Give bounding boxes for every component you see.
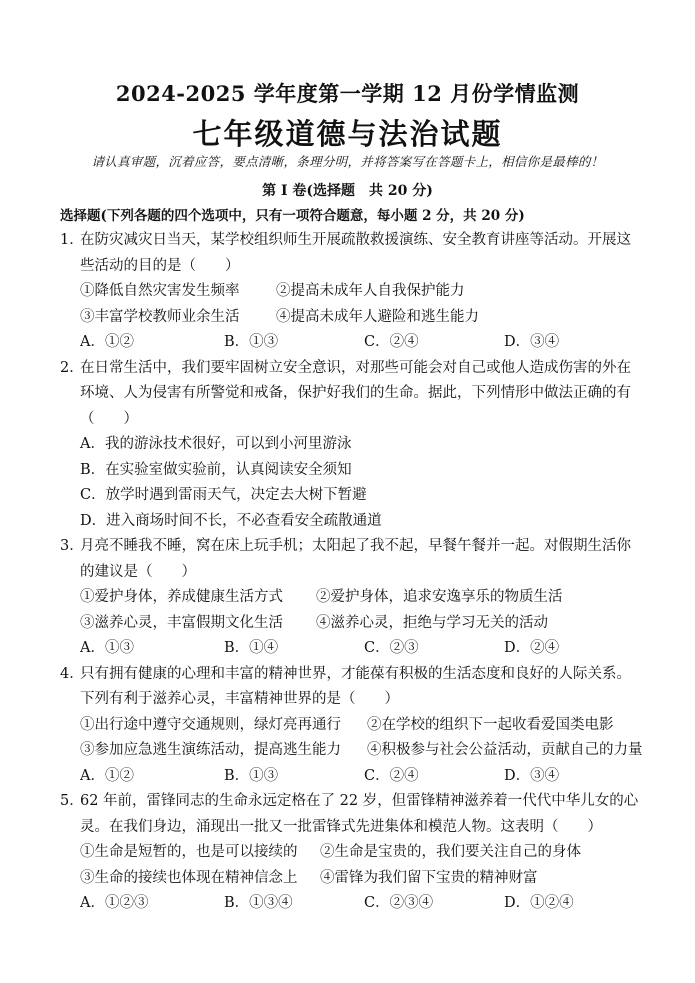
statement: ④雷锋为我们留下宝贵的精神财富 [320,869,538,886]
part-title: 第 I 卷(选择题 共 20 分) [262,183,433,199]
choice-c: C．②③④ [364,895,434,911]
choice-a: A．①③ [80,640,134,656]
exam-notice: 请认真审题，沉着应答，要点清晰，条理分明，并将答案写在答题卡上，相信你是最棒的！ [91,154,604,169]
statement: ①降低自然灾害发生频率 [80,283,240,299]
question-stem-cont: 下列有利于滋养心灵，丰富精神世界的是（ ） [80,691,399,707]
question-list [60,228,650,917]
question-stem-cont: 的建议是（ ） [80,563,196,580]
choice-a: A．①② [80,334,134,350]
question-number: 5． [60,793,84,809]
option-c: C．放学时遇到雷雨天气，决定去大树下暂避 [80,487,367,503]
choice-b: B．①③ [224,767,279,784]
choice-c: C．②④ [364,767,419,784]
question-stem-cont: 些活动的目的是（ ） [80,257,240,274]
question-1 [60,228,650,356]
question-stem-cont: 环境、人为侵害有所警觉和戒备，保护好我们的生命。据此，下列情形中做法正确的有 [80,385,631,401]
option-a: A．我的游泳技术很好，可以到小河里游泳 [80,436,352,452]
choice-d: D．③④ [504,767,560,784]
choice-b: B．①③ [224,334,279,350]
statement: ③生命的接续也体现在精神信念上 [80,869,298,886]
question-stem-cont: 灵。在我们身边，涌现出一批又一批雷锋式先进集体和模范人物。这表明（ ） [80,818,602,835]
question-5 [60,789,650,917]
statement: ①生命是短暂的，也是可以接续的 [80,844,298,860]
statement: ③参加应急逃生演练活动，提高逃生能力 [80,742,341,758]
choice-a: A．①② [80,767,134,784]
section-instruction: 选择题(下列各题的四个选项中，只有一项符合题意，每小题 2 分，共 20 分) [60,208,525,224]
choice-c: C．②③ [364,640,419,656]
choice-c: C．②④ [364,334,419,350]
statement: ②爱护身体，追求安逸享乐的物质生活 [316,589,563,605]
choice-d: D．③④ [504,334,560,350]
question-number: 1． [60,232,84,248]
statement: ②提高未成年人自我保护能力 [276,283,465,299]
question-2 [60,356,650,535]
statement: ④提高未成年人避险和逃生能力 [276,308,479,325]
question-stem: 月亮不睡我不睡，窝在床上玩手机；太阳起了我不起，早餐午餐并一起。对假期生活你 [80,538,631,554]
statement: ④滋养心灵，拒绝与学习无关的活动 [316,614,548,631]
exam-title: 七年级道德与法治试题 [192,117,503,151]
choice-b: B．①③④ [224,895,293,911]
exam-header-line: 2024-2025 学年度第一学期 12 月份学情监测 [115,81,580,106]
question-stem: 在防灾减灾日当天，某学校组织师生开展疏散救援演练、安全教育讲座等活动。开展这 [80,232,631,248]
question-number: 2． [60,359,84,376]
statement: ①爱护身体，养成健康生活方式 [80,589,283,605]
question-stem-cont: （ ） [80,410,138,427]
statement: ②生命是宝贵的，我们要关注自己的身体 [320,844,581,860]
statement: ③丰富学校教师业余生活 [80,308,240,325]
question-stem: 只有拥有健康的心理和丰富的精神世界，才能葆有积极的生活态度和良好的人际关系。 [80,665,631,682]
statement: ①出行途中遵守交通规则，绿灯亮再通行 [80,716,341,733]
choice-d: D．①②④ [504,895,574,911]
question-stem: 在日常生活中，我们要牢固树立安全意识，对那些可能会对自己或他人造成伤害的外在 [80,359,631,376]
choice-a: A．①②③ [80,895,149,911]
option-b: B．在实验室做实验前，认真阅读安全须知 [80,461,352,478]
question-3 [60,534,650,662]
question-4 [60,662,650,790]
choice-d: D．②④ [504,640,560,656]
option-d: D．进入商场时间不长，不必查看安全疏散通道 [80,512,382,529]
statement: ③滋养心灵，丰富假期文化生活 [80,614,283,631]
statement: ②在学校的组织下一起收看爱国类电影 [367,716,614,733]
question-stem: 62 年前，雷锋同志的生命永远定格在了 22 岁，但雷锋精神滋养着一代代中华儿女的心 [80,793,639,809]
choice-b: B．①④ [224,640,279,656]
question-number: 3． [60,538,84,554]
question-number: 4． [60,665,84,682]
statement: ④积极参与社会公益活动，贡献自己的力量 [367,742,643,758]
